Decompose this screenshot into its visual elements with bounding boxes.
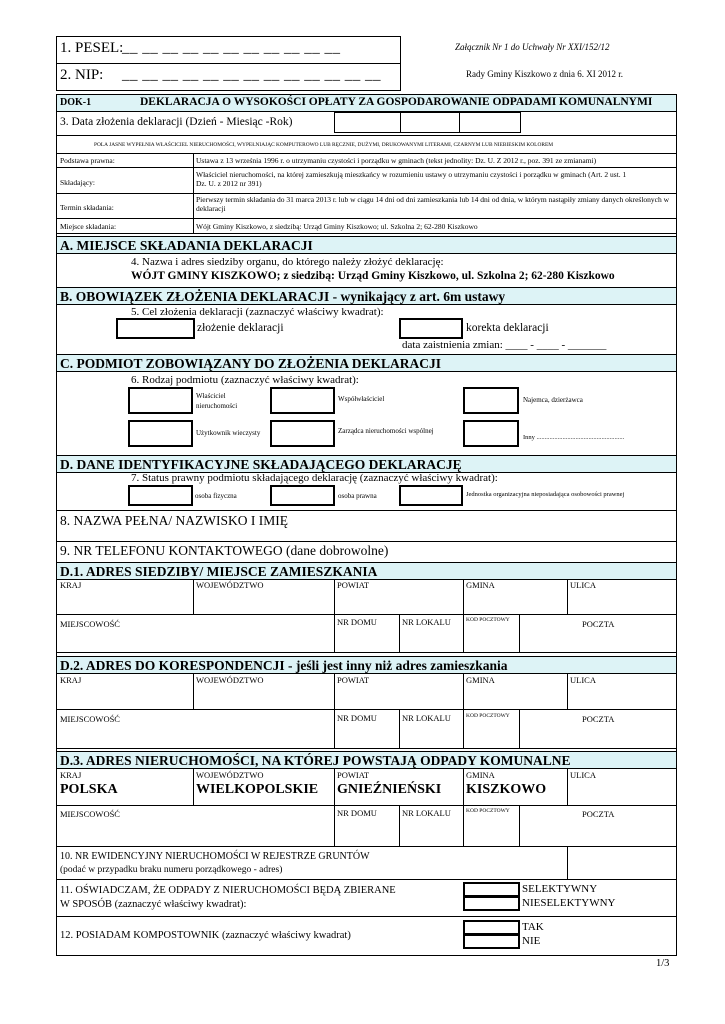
d3-line <box>57 768 676 769</box>
option-owner-label: Właściciel nieruchomości <box>196 392 238 410</box>
option-org-label: Jednostka organizacyjna nieposiadająca osobowości prawnej <box>466 491 625 498</box>
checkbox-other[interactable] <box>463 420 519 447</box>
legal-text: Właściciel nieruchomości, na której zamieszkują mieszkańcy w rozumieniu ustawy o utrzymaniu czystości i porządku w gminach (Art. 2 ust. 1 Dz. U. z 2012 nr 391) <box>196 170 627 188</box>
section-d3-title: D.3. ADRES NIERUCHOMOŚCI, NA KTÓREJ POWSTAJĄ ODPADY KOMUNALNE <box>57 751 676 768</box>
d3-miejscowosc-label: MIEJSCOWOŚĆ <box>60 809 120 819</box>
d3-bottom <box>57 846 676 847</box>
d2-poczta-label: POCZTA <box>582 714 615 724</box>
pesel-field[interactable]: __ __ __ __ __ __ __ __ __ __ __ <box>122 40 341 56</box>
field-8-top <box>57 510 676 511</box>
d1-kraj-label: KRAJ <box>60 580 82 590</box>
checkbox-owner[interactable] <box>128 387 193 414</box>
date-label: 3. Data złożenia deklaracji (Dzień - Miesiąc -Rok) <box>60 116 293 128</box>
option-non-selective-label: NIESELEKTYWNY <box>522 897 616 909</box>
d1-powiat-label: POWIAT <box>337 580 370 590</box>
date-month-box[interactable] <box>400 112 460 133</box>
field-9-top <box>57 541 676 542</box>
d2-ulica-label: ULICA <box>570 675 596 685</box>
option-manager-label: Zarządca nieruchomości wspólnej <box>338 427 434 435</box>
legal-label: Składający: <box>60 178 95 187</box>
d1-ulica-label: ULICA <box>570 580 596 590</box>
d3-kraj-label: KRAJ <box>60 770 82 780</box>
d3-poczta-label: POCZTA <box>582 809 615 819</box>
legal-row-line <box>57 218 676 219</box>
legal-top <box>57 153 676 154</box>
d1-miejscowosc-label: MIEJSCOWOŚĆ <box>60 619 120 629</box>
legal-row-line <box>57 233 676 234</box>
field-10-divider <box>567 846 568 879</box>
d2-bottom <box>57 748 676 749</box>
field-4-value: WÓJT GMINY KISZKOWO; z siedzibą: Urząd Gminy Kiszkowo, ul. Szkolna 2; 62-280 Kiszkowo <box>131 270 615 282</box>
d3-col <box>193 768 194 805</box>
d1-col <box>463 614 464 652</box>
checkbox-compost-no[interactable] <box>463 934 520 949</box>
checkbox-perpetual[interactable] <box>128 420 193 447</box>
section-d2-title: D.2. ADRES DO KORESPONDENCJI - jeśli jest inny niż adres zamieszkania <box>57 656 676 673</box>
d2-col <box>463 709 464 748</box>
option-correction-label: korekta deklaracji <box>466 322 549 334</box>
checkbox-correction[interactable] <box>399 318 463 339</box>
checkbox-submission[interactable] <box>116 318 195 339</box>
pesel-nip-divider <box>56 63 401 64</box>
d2-mid <box>57 709 676 710</box>
d2-miejscowosc-label: MIEJSCOWOŚĆ <box>60 714 120 724</box>
d3-nr-domu-label: NR DOMU <box>337 808 377 818</box>
d2-col <box>567 673 568 709</box>
d3-ulica-label: ULICA <box>570 770 596 780</box>
field-12-label: 12. POSIADAM KOMPOSTOWNIK (zaznaczyć właściwy kwadrat) <box>60 930 351 941</box>
d1-gmina-label: GMINA <box>466 580 495 590</box>
d3-mid <box>57 805 676 806</box>
section-a-title: A. MIEJSCE SKŁADANIA DEKLARACJI <box>57 236 676 253</box>
section-b-line <box>57 304 676 305</box>
d3-gmina-label: GMINA <box>466 770 495 780</box>
d1-bottom <box>57 652 676 653</box>
pesel-label: 1. PESEL: <box>60 40 124 56</box>
field-6-label: 6. Rodzaj podmiotu (zaznaczyć właściwy kwadrat): <box>131 374 359 386</box>
field-5-label: 5. Cel złożenia deklaracji (zaznaczyć właściwy kwadrat): <box>131 306 384 318</box>
section-c-line <box>57 371 676 372</box>
d2-kraj-label: KRAJ <box>60 675 82 685</box>
d1-col <box>463 579 464 614</box>
change-date-field[interactable]: data zaistnienia zmian: ____ - ____ - _______ <box>402 339 607 351</box>
option-person-label: osoba fizyczna <box>195 492 237 500</box>
d2-woj-label: WOJEWÓDZTWO <box>196 675 264 685</box>
d3-col <box>463 768 464 805</box>
checkbox-tenant[interactable] <box>463 387 519 414</box>
section-b-title: B. OBOWIĄZEK ZŁOŻENIA DEKLARACJI - wynikający z art. 6m ustawy <box>57 287 676 304</box>
d1-mid <box>57 614 676 615</box>
legal-text: Wójt Gminy Kiszkowo, z siedzibą: Urząd Gminy Kiszkowo; ul. Szkolna 2; 62-280 Kiszkowo <box>196 222 478 231</box>
legal-label: Termin składania: <box>60 203 114 212</box>
field-8-label: 8. NAZWA PEŁNA/ NAZWISKO I IMIĘ <box>60 513 288 528</box>
d2-line <box>57 673 676 674</box>
checkbox-person[interactable] <box>128 485 193 506</box>
doc-title: DEKLARACJA O WYSOKOŚCI OPŁATY ZA GOSPODAROWANIE ODPADAMI KOMUNALNYMI <box>140 96 653 108</box>
option-compost-yes-label: TAK <box>522 921 544 933</box>
d2-col <box>193 673 194 709</box>
date-year-box[interactable] <box>459 112 521 133</box>
field-4-label: 4. Nazwa i adres siedziby organu, do którego należy złożyć deklarację: <box>131 256 444 268</box>
field-11-bottom <box>57 916 676 917</box>
section-d1-title: D.1. ADRES SIEDZIBY/ MIEJSCE ZAMIESZKANIA <box>57 562 676 579</box>
d1-poczta-label: POCZTA <box>582 619 615 629</box>
d3-woj-label: WOJEWÓDZTWO <box>196 770 264 780</box>
d3-woj-value[interactable]: WIELKOPOLSKIE <box>196 782 319 797</box>
d3-col <box>334 768 335 846</box>
option-submission-label: złożenie deklaracji <box>197 322 284 334</box>
d2-col <box>519 709 520 748</box>
field-11-label: 11. OŚWIADCZAM, ŻE ODPADY Z NIERUCHOMOŚCI BĘDĄ ZBIERANE <box>60 885 396 896</box>
annex-note: Załącznik Nr 1 do Uchwały Nr XXI/152/12 <box>455 42 610 52</box>
d1-col <box>567 579 568 614</box>
doc-code: DOK-1 <box>60 97 92 108</box>
d2-gmina-label: GMINA <box>466 675 495 685</box>
d3-col <box>463 805 464 846</box>
field-11-label-2: W SPOSÓB (zaznaczyć właściwy kwadrat): <box>60 899 247 910</box>
d2-kod-label: KOD POCZTOWY <box>466 713 510 719</box>
legal-label: Podstawa prawna: <box>60 156 115 165</box>
d2-col <box>399 709 400 748</box>
d1-col <box>193 579 194 614</box>
legal-label: Miejsce składania: <box>60 222 117 231</box>
legal-row-line <box>57 167 676 168</box>
checkbox-coowner[interactable] <box>270 387 335 414</box>
d1-col <box>399 614 400 652</box>
option-compost-no-label: NIE <box>522 935 541 947</box>
instruction-text: POLA JASNE WYPEŁNIA WŁAŚCICIEL NIERUCHOMOŚCI, WYPEŁNIAJĄC KOMPUTEROWO LUB RĘCZNIE, DUŻYMI, DRUKOWANYMI LITERAMI, CZARNYM LUB NIEBIESKIM KOLOREM <box>94 142 554 148</box>
d1-kod-label: KOD POCZTOWY <box>466 617 510 623</box>
d2-col <box>463 673 464 709</box>
nip-label: 2. NIP: <box>60 67 104 83</box>
checkbox-legal[interactable] <box>270 485 335 506</box>
checkbox-compost-yes[interactable] <box>463 920 520 935</box>
d3-kraj-value[interactable]: POLSKA <box>60 782 118 797</box>
option-selective-label: SELEKTYWNY <box>522 883 598 895</box>
d3-kod-label: KOD POCZTOWY <box>466 808 510 814</box>
d2-powiat-label: POWIAT <box>337 675 370 685</box>
d3-powiat-label: POWIAT <box>337 770 370 780</box>
d2-col <box>334 673 335 748</box>
d2-nr-lokalu-label: NR LOKALU <box>402 713 451 723</box>
d1-col <box>334 579 335 652</box>
council-note: Rady Gminy Kiszkowo z dnia 6. XI 2012 r. <box>466 69 623 79</box>
d3-col <box>399 805 400 846</box>
d3-nr-lokalu-label: NR LOKALU <box>402 808 451 818</box>
field-10-sublabel: (podać w przypadku braku numeru porządkowego - adres) <box>60 865 283 875</box>
nip-field[interactable]: __ __ __ __ __ __ __ __ __ __ __ __ __ <box>122 67 381 83</box>
d3-col <box>567 768 568 805</box>
date-day-box[interactable] <box>334 112 401 133</box>
d1-nr-domu-label: NR DOMU <box>337 617 377 627</box>
option-other-label[interactable]: Inny ...................................................... <box>523 434 625 441</box>
page-number: 1/3 <box>656 958 670 969</box>
field-9-label: 9. NR TELEFONU KONTAKTOWEGO (dane dobrowolne) <box>60 543 389 558</box>
instruction-line <box>57 135 676 136</box>
d1-woj-label: WOJEWÓDZTWO <box>196 580 264 590</box>
checkbox-non-selective[interactable] <box>463 896 520 911</box>
legal-row-line <box>57 193 676 194</box>
section-a-line <box>57 253 676 254</box>
d2-nr-domu-label: NR DOMU <box>337 713 377 723</box>
section-d-title: D. DANE IDENTYFIKACYJNE SKŁADAJĄCEGO DEKLARACJĘ <box>57 455 676 472</box>
legal-text: Ustawa z 13 września 1996 r. o utrzymaniu czystości i porządku w gminach (tekst jednolity: Dz. U. Z 2012 r., poz. 391 ze zmianami) <box>196 156 597 165</box>
d3-powiat-value[interactable]: GNIEŹNIEŃSKI <box>337 782 442 797</box>
option-tenant-label: Najemca, dzierżawca <box>523 396 583 404</box>
option-coowner-label: Współwłaściciel <box>338 395 385 403</box>
d3-gmina-value[interactable]: KISZKOWO <box>466 782 547 797</box>
option-legal-label: osoba prawna <box>338 492 377 500</box>
d1-nr-lokalu-label: NR LOKALU <box>402 617 451 627</box>
d1-col <box>519 614 520 652</box>
field-10-bottom <box>57 879 676 880</box>
legal-text: Pierwszy termin składania do 31 marca 2013 r. lub w ciągu 14 dni od dni zamieszkania lub 14 dni od dnia, w którym nastąpiły zmiany danych określonych w deklaracji <box>196 195 670 213</box>
checkbox-manager[interactable] <box>270 420 335 447</box>
field-10-label: 10. NR EWIDENCYJNY NIERUCHOMOŚCI W REJESTRZE GRUNTÓW <box>60 851 370 862</box>
option-perpetual-label: Użytkownik wieczysty <box>196 429 261 437</box>
d3-col <box>519 805 520 846</box>
checkbox-selective[interactable] <box>463 882 520 897</box>
section-c-title: C. PODMIOT ZOBOWIĄZANY DO ZŁOŻENIA DEKLARACJI <box>57 354 676 371</box>
field-7-label: 7. Status prawny podmiotu składającego deklarację (zaznaczyć właściwy kwadrat): <box>131 472 498 484</box>
checkbox-org[interactable] <box>399 485 463 506</box>
